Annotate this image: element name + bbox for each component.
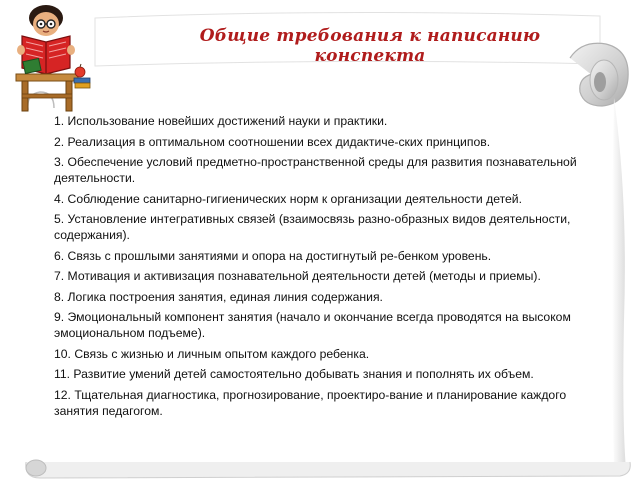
- list-item: 3. Обеспечение условий предметно-пространственной среды для развития познавательной деятельности.: [54, 155, 577, 185]
- list-item: 6. Связь с прошлыми занятиями и опора на достигнутый ре-бенком уровень.: [54, 248, 492, 263]
- list-item: 11. Развитие умений детей самостоятельно добывать знания и пополнять их объем.: [54, 367, 534, 381]
- requirements-list: [54, 113, 610, 423]
- list-item: 2. Реализация в оптимальном соотношении всех дидактиче-ских принципов.: [54, 134, 491, 149]
- list-item: 1. Использование новейших достижений науки и практики.: [54, 114, 388, 128]
- list-item: 9. Эмоциональный компонент занятия (начало и окончание всегда проводятся на высоком эмоциональном подъеме).: [54, 310, 571, 340]
- list-item: 8. Логика построения занятия, единая линия содержания.: [54, 289, 383, 304]
- page-title: Общие требования к написанию конспекта: [199, 26, 541, 66]
- list-item: 7. Мотивация и активизация познавательной деятельности детей (методы и приемы).: [54, 269, 541, 283]
- list-item: 4. Соблюдение санитарно-гигиенических норм к организации деятельности детей.: [54, 191, 522, 206]
- list-item: 5. Установление интегративных связей (взаимосвязь разно-образных видов деятельности, содержания).: [54, 212, 571, 242]
- list-item: 12. Тщательная диагностика, прогнозирование, проектиро-вание и планирование каждого занятия педагогом.: [54, 387, 567, 418]
- list-item: 10. Связь с жизнью и личным опытом каждого ребенка.: [54, 346, 370, 361]
- student-reading-book-icon: [12, 2, 94, 114]
